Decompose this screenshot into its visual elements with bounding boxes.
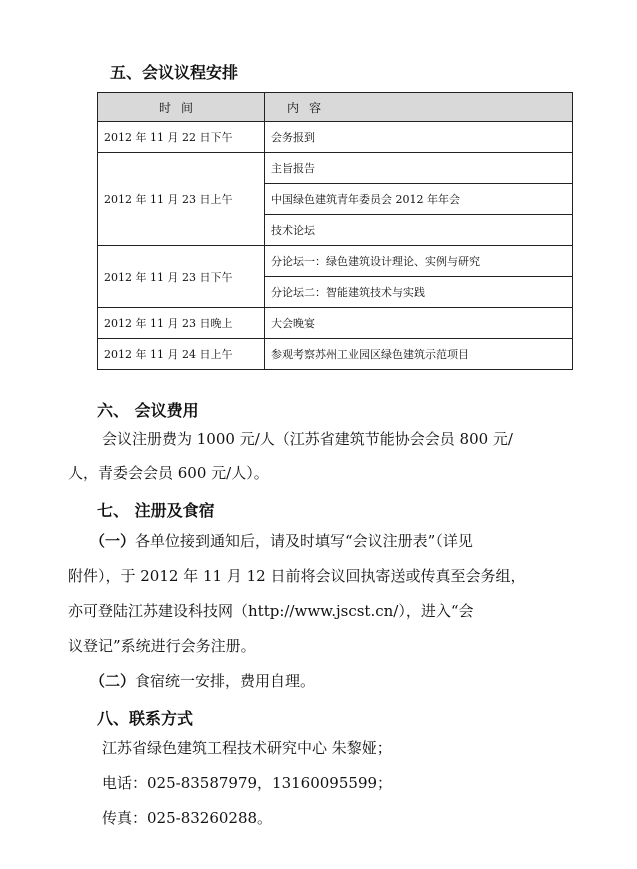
fee-line-2: 人，青委会会员 600 元/人）。 bbox=[68, 464, 269, 482]
contact-phone: 电话：025-83587979，13160095599； bbox=[102, 774, 393, 792]
time-cell: 2012 年 11 月 23 日晚上 bbox=[98, 308, 265, 339]
time-cell: 2012 年 11 月 23 日上午 bbox=[98, 153, 265, 246]
content-cell: 分论坛一：绿色建筑设计理论、实例与研究 bbox=[265, 246, 573, 277]
time-cell: 2012 年 11 月 22 日下午 bbox=[98, 122, 265, 153]
table-row bbox=[98, 246, 573, 277]
time-cell: 2012 年 11 月 23 日下午 bbox=[98, 246, 265, 308]
content-cell: 主旨报告 bbox=[265, 153, 573, 184]
para-1-text: 各单位接到通知后，请及时填写“会议注册表”（详见 bbox=[135, 532, 473, 550]
contact-fax: 传真：025-83260288。 bbox=[102, 809, 273, 827]
table-row bbox=[98, 153, 573, 184]
table-row bbox=[98, 339, 573, 370]
section-5-heading: 五、会议议程安排 bbox=[110, 63, 239, 82]
registration-line-2: 附件），于 2012 年 11 月 12 日前将会议回执寄送或传真至会务组， bbox=[68, 567, 526, 585]
table-row bbox=[98, 308, 573, 339]
header-content: 内容 bbox=[265, 93, 573, 122]
registration-line-3: 亦可登陆江苏建设科技网（http://www.jscst.cn/），进入“会 bbox=[68, 602, 474, 620]
header-time: 时间 bbox=[98, 93, 265, 122]
registration-para-2 bbox=[90, 664, 315, 698]
contact-org: 江苏省绿色建筑工程技术研究中心 朱黎娅； bbox=[102, 739, 392, 757]
content-cell: 技术论坛 bbox=[265, 215, 573, 246]
section-6-heading: 六、 会议费用 bbox=[97, 401, 199, 420]
content-cell: 会务报到 bbox=[265, 122, 573, 153]
content-cell: 大会晚宴 bbox=[265, 308, 573, 339]
table-row bbox=[98, 122, 573, 153]
para-label-1: （一） bbox=[90, 532, 136, 550]
registration-line-4: 议登记”系统进行会务注册。 bbox=[68, 637, 256, 655]
content-cell: 分论坛二：智能建筑技术与实践 bbox=[265, 277, 573, 308]
table-header-row bbox=[98, 93, 573, 122]
agenda-table bbox=[97, 92, 573, 370]
section-7-heading: 七、 注册及食宿 bbox=[97, 501, 215, 520]
section-8-heading: 八、联系方式 bbox=[97, 709, 194, 728]
fee-line-1: 会议注册费为 1000 元/人（江苏省建筑节能协会会员 800 元/ bbox=[102, 430, 513, 448]
para-2-text: 食宿统一安排，费用自理。 bbox=[135, 672, 316, 690]
content-cell: 中国绿色建筑青年委员会 2012 年年会 bbox=[265, 184, 573, 215]
content-cell: 参观考察苏州工业园区绿色建筑示范项目 bbox=[265, 339, 573, 370]
registration-para-1 bbox=[90, 524, 473, 558]
para-label-2: （二） bbox=[90, 672, 136, 690]
time-cell: 2012 年 11 月 24 日上午 bbox=[98, 339, 265, 370]
